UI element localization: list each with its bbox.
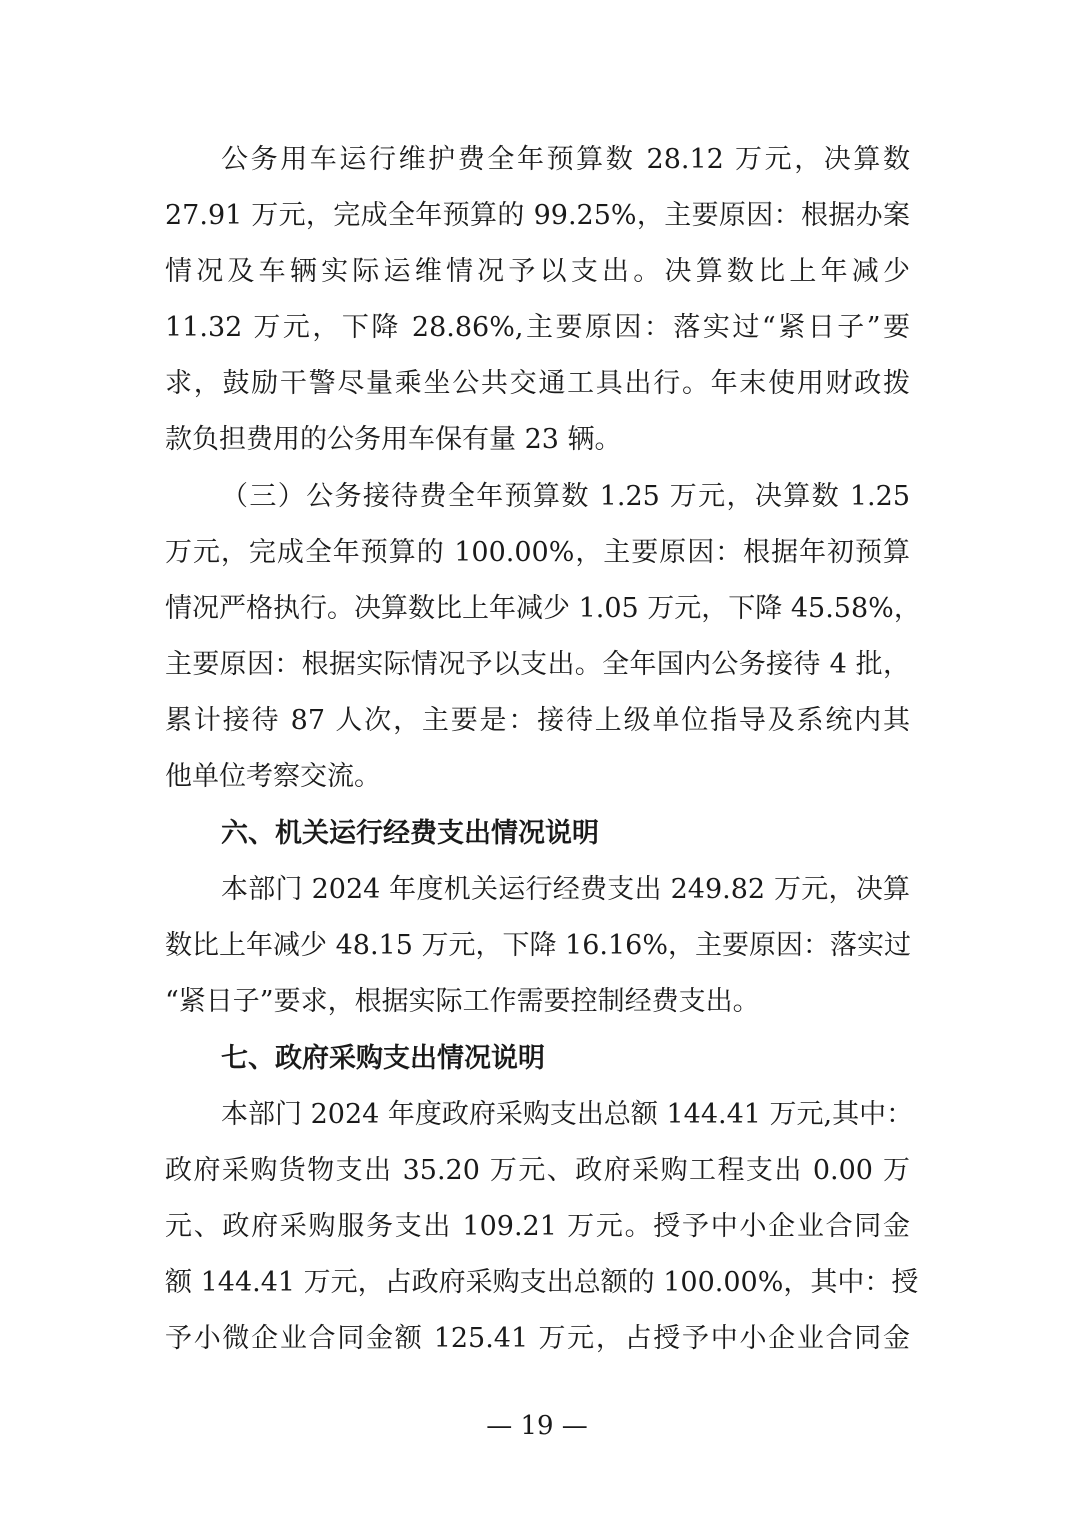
text-line: 政府采购货物支出 35.20 万元、政府采购工程支出 0.00 万	[165, 1155, 910, 1186]
text-line: 款负担费用的公务用车保有量 23 辆。	[165, 424, 622, 455]
text-line: 他单位考察交流。	[165, 761, 381, 792]
text-line: （三）公务接待费全年预算数 1.25 万元，决算数 1.25	[221, 481, 910, 512]
text-line: 情况严格执行。决算数比上年减少 1.05 万元，下降 45.58%，	[165, 593, 921, 624]
section-heading: 七、政府采购支出情况说明	[221, 1043, 545, 1074]
text-line: 求，鼓励干警尽量乘坐公共交通工具出行。年末使用财政拨	[165, 368, 910, 399]
text-line: 予小微企业合同金额 125.41 万元，占授予中小企业合同金	[165, 1323, 910, 1354]
text-line: 主要原因：根据实际情况予以支出。全年国内公务接待 4 批，	[165, 649, 910, 680]
text-line: 万元，完成全年预算的 100.00%，主要原因：根据年初预算	[165, 537, 910, 568]
text-line: 累计接待 87 人次，主要是：接待上级单位指导及系统内其	[165, 705, 910, 736]
page-number: — 19 —	[486, 1411, 588, 1441]
text-line: 公务用车运行维护费全年预算数 28.12 万元，决算数	[221, 144, 910, 175]
text-line: 元、政府采购服务支出 109.21 万元。授予中小企业合同金	[165, 1211, 910, 1242]
text-line: 本部门 2024 年度政府采购支出总额 144.41 万元,其中：	[221, 1099, 914, 1130]
text-line: 数比上年减少 48.15 万元，下降 16.16%，主要原因：落实过	[165, 930, 911, 961]
text-line: 27.91 万元，完成全年预算的 99.25%，主要原因：根据办案	[165, 200, 910, 231]
text-line: 额 144.41 万元，占政府采购支出总额的 100.00%，其中：授	[165, 1267, 919, 1298]
section-heading: 六、机关运行经费支出情况说明	[221, 818, 599, 849]
text-line: 情况及车辆实际运维情况予以支出。决算数比上年减少	[165, 256, 910, 287]
text-line: 本部门 2024 年度机关运行经费支出 249.82 万元，决算	[221, 874, 910, 905]
text-line: “紧日子”要求，根据实际工作需要控制经费支出。	[165, 986, 760, 1017]
text-line: 11.32 万元，下降 28.86%,主要原因：落实过“紧日子”要	[165, 312, 910, 343]
